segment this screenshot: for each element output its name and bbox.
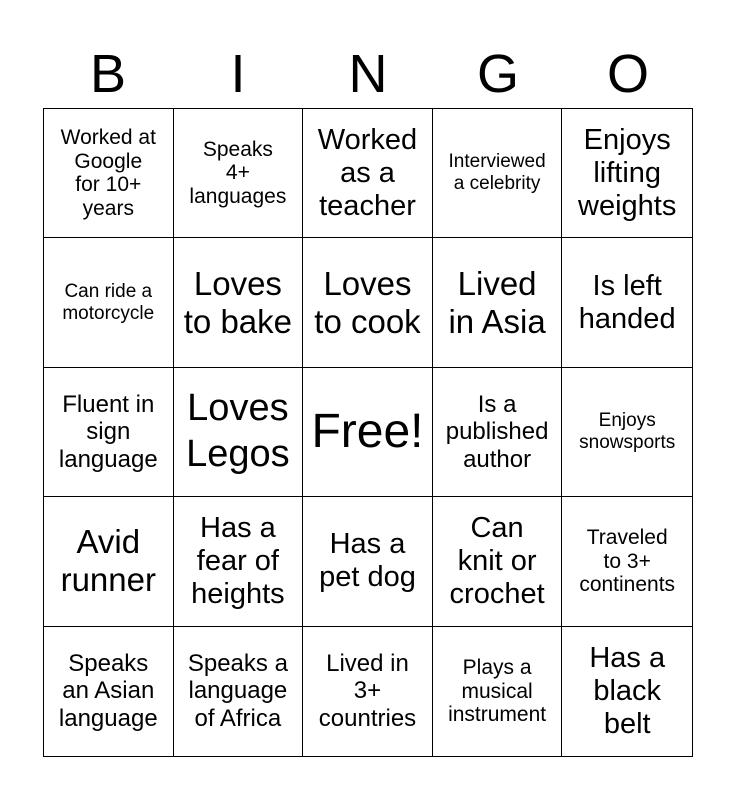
bingo-cell[interactable] — [562, 368, 692, 497]
bingo-cell[interactable] — [433, 497, 563, 626]
free-space[interactable] — [303, 368, 433, 497]
bingo-cell[interactable] — [433, 109, 563, 238]
bingo-cell[interactable] — [174, 109, 304, 238]
cell-text: Can ride a motorcycle — [62, 280, 155, 324]
cell-text: Is left handed — [578, 269, 676, 335]
free-space-text: Free! — [311, 405, 424, 459]
cell-text: Is a published author — [445, 390, 549, 473]
bingo-header — [43, 40, 693, 108]
cell-text: Has a pet dog — [319, 528, 416, 594]
bingo-cell[interactable] — [303, 109, 433, 238]
bingo-cell[interactable] — [562, 109, 692, 238]
bingo-cell[interactable] — [433, 368, 563, 497]
cell-text: Worked as a teacher — [317, 123, 418, 222]
cell-text: Traveled to 3+ continents — [579, 526, 676, 597]
cell-text: Plays a musical instrument — [448, 656, 547, 727]
bingo-cell[interactable] — [44, 238, 174, 367]
header-letter-b: B — [89, 44, 127, 104]
cell-text: Fluent in sign language — [58, 390, 158, 473]
header-letter-n: N — [348, 44, 388, 104]
bingo-cell[interactable] — [562, 238, 692, 367]
cell-text: Interviewed a celebrity — [448, 151, 546, 195]
cell-text: Speaks a language of Africa — [187, 649, 288, 733]
cell-text: Speaks an Asian language — [58, 649, 158, 733]
bingo-cell[interactable] — [303, 238, 433, 367]
cell-text: Has a black belt — [589, 641, 666, 740]
bingo-cell[interactable] — [174, 368, 304, 497]
cell-text: Can knit or crochet — [449, 511, 545, 610]
cell-text: Enjoys snowsports — [579, 410, 676, 453]
cell-text: Avid runner — [60, 523, 156, 599]
cell-text: Speaks 4+ languages — [189, 137, 287, 208]
bingo-cell[interactable] — [174, 497, 304, 626]
bingo-cell[interactable] — [303, 497, 433, 626]
bingo-cell[interactable] — [44, 497, 174, 626]
header-letter-g: G — [476, 44, 519, 104]
bingo-cell[interactable] — [433, 627, 563, 756]
bingo-cell[interactable] — [562, 627, 692, 756]
bingo-cell[interactable] — [562, 497, 692, 626]
bingo-cell[interactable] — [303, 627, 433, 756]
header-letter-o: O — [606, 44, 649, 104]
bingo-cell[interactable] — [174, 238, 304, 367]
cell-text: Lived in 3+ countries — [318, 649, 417, 733]
bingo-cell[interactable] — [174, 627, 304, 756]
cell-text: Enjoys lifting weights — [578, 123, 677, 222]
cell-text: Has a fear of heights — [191, 511, 285, 610]
bingo-board — [43, 108, 693, 757]
header-letter-i: I — [230, 44, 246, 104]
bingo-cell[interactable] — [44, 109, 174, 238]
bingo-cell[interactable] — [433, 238, 563, 367]
bingo-cell[interactable] — [44, 368, 174, 497]
cell-text: Loves Legos — [186, 387, 290, 475]
cell-text: Worked at Google for 10+ years — [60, 126, 156, 220]
bingo-cell[interactable] — [44, 627, 174, 756]
cell-text: Loves to cook — [314, 264, 421, 340]
cell-text: Lived in Asia — [448, 264, 546, 340]
cell-text: Loves to bake — [183, 264, 293, 340]
